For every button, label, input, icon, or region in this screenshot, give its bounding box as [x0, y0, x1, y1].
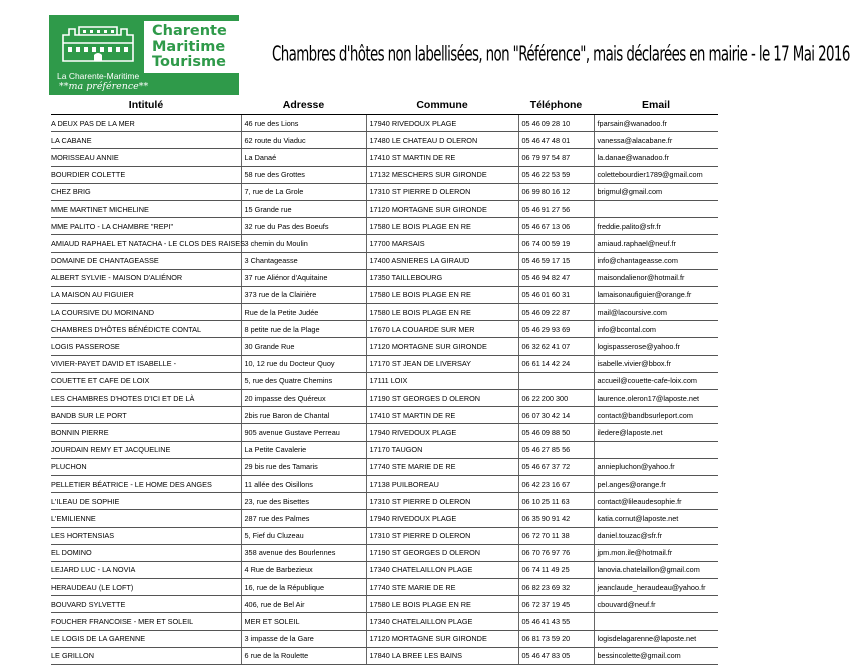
cell-address: Rue de la Petite Judée	[241, 304, 366, 321]
table-row	[51, 579, 718, 596]
cell-phone: 06 32 62 41 07	[518, 338, 594, 355]
cell-name: HERAUDEAU (LE LOFT)	[51, 579, 241, 596]
table-header-row	[51, 95, 718, 115]
cell-phone: 05 46 94 82 47	[518, 269, 594, 286]
cell-city: 17940 RIVEDOUX PLAGE	[366, 424, 518, 441]
cell-name: FOUCHER FRANCOISE - MER ET SOLEIL	[51, 613, 241, 630]
cell-phone: 05 46 09 22 87	[518, 304, 594, 321]
listing-table	[51, 95, 718, 665]
cell-name: LA MAISON AU FIGUIER	[51, 286, 241, 303]
cell-phone: 06 74 00 59 19	[518, 235, 594, 252]
table-row	[51, 355, 718, 372]
cell-name: MME PALITO - LA CHAMBRE "REPI"	[51, 218, 241, 235]
cell-email: info@bcontal.com	[594, 321, 718, 338]
table-row	[51, 493, 718, 510]
castle-icon	[59, 21, 137, 67]
cell-address: 4 Rue de Barbezieux	[241, 561, 366, 578]
logo-tagline: **ma préférence**	[59, 81, 149, 92]
brand-name	[144, 21, 239, 73]
table-row	[51, 200, 718, 217]
cell-email: daniel.touzac@sfr.fr	[594, 527, 718, 544]
cell-city: 17340 CHATELAILLON PLAGE	[366, 613, 518, 630]
cell-city: 17740 STE MARIE DE RE	[366, 579, 518, 596]
cell-address: 32 rue du Pas des Boeufs	[241, 218, 366, 235]
cell-city: 17410 ST MARTIN DE RE	[366, 407, 518, 424]
table-row	[51, 269, 718, 286]
cell-city: 17170 ST JEAN DE LIVERSAY	[366, 355, 518, 372]
cell-address: 905 avenue Gustave Perreau	[241, 424, 366, 441]
cell-city: 17700 MARSAIS	[366, 235, 518, 252]
table-row	[51, 527, 718, 544]
cell-name: L'ILEAU DE SOPHIE	[51, 493, 241, 510]
cell-email: iledere@laposte.net	[594, 424, 718, 441]
cell-city: 17120 MORTAGNE SUR GIRONDE	[366, 200, 518, 217]
cell-city: 17580 LE BOIS PLAGE EN RE	[366, 286, 518, 303]
cell-email: lamaisonaufiguier@orange.fr	[594, 286, 718, 303]
column-header: Commune	[366, 95, 518, 115]
cell-phone: 06 82 23 69 32	[518, 579, 594, 596]
cell-email	[594, 200, 718, 217]
cell-address: 373 rue de la Clairière	[241, 286, 366, 303]
cell-name: LE GRILLON	[51, 647, 241, 664]
cell-name: EL DOMINO	[51, 544, 241, 561]
cell-name: VIVIER-PAYET DAVID ET ISABELLE -	[51, 355, 241, 372]
table-row	[51, 132, 718, 149]
tourism-logo	[49, 15, 239, 95]
cell-name: CHAMBRES D'HÔTES BÉNÉDICTE CONTAL	[51, 321, 241, 338]
cell-address: 10, 12 rue du Docteur Quoy	[241, 355, 366, 372]
cell-address: 2bis rue Baron de Chantal	[241, 407, 366, 424]
table-row	[51, 115, 718, 132]
cell-city: 17190 ST GEORGES D OLERON	[366, 544, 518, 561]
cell-email: vanessa@alacabane.fr	[594, 132, 718, 149]
table-row	[51, 613, 718, 630]
cell-address: MER ET SOLEIL	[241, 613, 366, 630]
table-row	[51, 338, 718, 355]
table-row	[51, 630, 718, 647]
cell-address: 3 impasse de la Gare	[241, 630, 366, 647]
cell-email: freddie.palito@sfr.fr	[594, 218, 718, 235]
cell-city: 17132 MESCHERS SUR GIRONDE	[366, 166, 518, 183]
cell-city: 17480 LE CHATEAU D OLERON	[366, 132, 518, 149]
cell-name: CHEZ BRIG	[51, 183, 241, 200]
cell-phone: 05 46 22 53 59	[518, 166, 594, 183]
cell-email: accueil@couette-cafe-loix.com	[594, 372, 718, 389]
cell-city: 17410 ST MARTIN DE RE	[366, 149, 518, 166]
table-row	[51, 596, 718, 613]
cell-city: 17400 ASNIERES LA GIRAUD	[366, 252, 518, 269]
table-row	[51, 544, 718, 561]
cell-phone: 06 22 200 300	[518, 390, 594, 407]
cell-phone: 05 46 91 27 56	[518, 200, 594, 217]
cell-name: LES CHAMBRES D'HOTES D'ICI ET DE LÀ	[51, 390, 241, 407]
cell-phone: 06 70 76 97 76	[518, 544, 594, 561]
cell-email: amiaud.raphael@neuf.fr	[594, 235, 718, 252]
cell-address: La Petite Cavalerie	[241, 441, 366, 458]
table-row	[51, 424, 718, 441]
cell-email: pel.anges@orange.fr	[594, 475, 718, 492]
table-row	[51, 561, 718, 578]
cell-city: 17120 MORTAGNE SUR GIRONDE	[366, 338, 518, 355]
cell-name: BONNIN PIERRE	[51, 424, 241, 441]
page-title: Chambres d'hôtes non labellisées, non "Référence", mais déclarées en mairie - le 17 Mai 2016	[272, 44, 850, 67]
table-row	[51, 647, 718, 664]
cell-name: DOMAINE DE CHANTAGEASSE	[51, 252, 241, 269]
brand-line: Tourisme	[152, 54, 226, 70]
cell-address: 46 rue des Lions	[241, 115, 366, 132]
cell-name: MME MARTINET MICHELINE	[51, 200, 241, 217]
cell-email: contact@bandbsurleport.com	[594, 407, 718, 424]
cell-city: 17111 LOIX	[366, 372, 518, 389]
cell-phone: 06 72 37 19 45	[518, 596, 594, 613]
cell-phone: 05 46 59 17 15	[518, 252, 594, 269]
cell-phone: 06 74 11 49 25	[518, 561, 594, 578]
cell-city: 17170 TAUGON	[366, 441, 518, 458]
cell-email: colettebourdier1789@gmail.com	[594, 166, 718, 183]
column-header: Téléphone	[518, 95, 594, 115]
cell-phone: 05 46 67 37 72	[518, 458, 594, 475]
cell-email: laurence.oleron17@laposte.net	[594, 390, 718, 407]
cell-address: 29 bis rue des Tamaris	[241, 458, 366, 475]
cell-city: 17310 ST PIERRE D OLERON	[366, 527, 518, 544]
table-row	[51, 475, 718, 492]
cell-address: 406, rue de Bel Air	[241, 596, 366, 613]
table-row	[51, 441, 718, 458]
table-row	[51, 458, 718, 475]
cell-address: 287 rue des Palmes	[241, 510, 366, 527]
cell-city: 17580 LE BOIS PLAGE EN RE	[366, 596, 518, 613]
cell-phone: 05 46 09 28 10	[518, 115, 594, 132]
cell-name: L'EMILIENNE	[51, 510, 241, 527]
cell-name: BANDB SUR LE PORT	[51, 407, 241, 424]
cell-name: LOGIS PASSEROSE	[51, 338, 241, 355]
cell-address: 30 Grande Rue	[241, 338, 366, 355]
cell-city: 17940 RIVEDOUX PLAGE	[366, 115, 518, 132]
table-row	[51, 183, 718, 200]
cell-address: 5, rue des Quatre Chemins	[241, 372, 366, 389]
cell-city: 17310 ST PIERRE D OLERON	[366, 183, 518, 200]
cell-city: 17840 LA BREE LES BAINS	[366, 647, 518, 664]
cell-address: 11 allée des Oisillons	[241, 475, 366, 492]
cell-phone: 06 99 80 16 12	[518, 183, 594, 200]
table-row	[51, 372, 718, 389]
cell-address: 5, Fief du Cluzeau	[241, 527, 366, 544]
cell-phone: 06 42 23 16 67	[518, 475, 594, 492]
cell-phone: 06 07 30 42 14	[518, 407, 594, 424]
cell-phone: 05 46 47 48 01	[518, 132, 594, 149]
cell-email: logispasserose@yahoo.fr	[594, 338, 718, 355]
cell-email: katia.cornut@laposte.net	[594, 510, 718, 527]
table-row	[51, 218, 718, 235]
cell-phone: 06 81 73 59 20	[518, 630, 594, 647]
cell-email: brigmul@gmail.com	[594, 183, 718, 200]
cell-address: 37 rue Aliénor d'Aquitaine	[241, 269, 366, 286]
cell-name: LEJARD LUC - LA NOVIA	[51, 561, 241, 578]
cell-city: 17740 STE MARIE DE RE	[366, 458, 518, 475]
cell-email: fparsain@wanadoo.fr	[594, 115, 718, 132]
table-row	[51, 510, 718, 527]
cell-city: 17940 RIVEDOUX PLAGE	[366, 510, 518, 527]
cell-email: la.danae@wanadoo.fr	[594, 149, 718, 166]
table-row	[51, 286, 718, 303]
cell-phone: 06 72 70 11 38	[518, 527, 594, 544]
table-row	[51, 235, 718, 252]
cell-name: JOURDAIN REMY ET JACQUELINE	[51, 441, 241, 458]
cell-name: BOURDIER COLETTE	[51, 166, 241, 183]
cell-email: anniepluchon@yahoo.fr	[594, 458, 718, 475]
table-row	[51, 304, 718, 321]
cell-phone: 05 46 41 43 55	[518, 613, 594, 630]
cell-email: maisondalienor@hotmail.fr	[594, 269, 718, 286]
table-row	[51, 407, 718, 424]
column-header: Adresse	[241, 95, 366, 115]
cell-email: lanovia.chatelaillon@gmail.com	[594, 561, 718, 578]
cell-phone: 06 79 97 54 87	[518, 149, 594, 166]
cell-name: PLUCHON	[51, 458, 241, 475]
brand-line: Maritime	[152, 38, 226, 55]
table-row	[51, 321, 718, 338]
cell-name: AMIAUD RAPHAEL ET NATACHA - LE CLOS DES RAISES	[51, 235, 241, 252]
cell-name: ALBERT SYLVIE - MAISON D'ALIÉNOR	[51, 269, 241, 286]
cell-name: COUETTE ET CAFE DE LOIX	[51, 372, 241, 389]
cell-phone	[518, 372, 594, 389]
cell-email: contact@lileaudesophie.fr	[594, 493, 718, 510]
cell-phone: 05 46 67 13 06	[518, 218, 594, 235]
cell-city: 17580 LE BOIS PLAGE EN RE	[366, 218, 518, 235]
cell-name: LA COURSIVE DU MORINAND	[51, 304, 241, 321]
cell-address: 23, rue des Bisettes	[241, 493, 366, 510]
cell-phone: 06 35 90 91 42	[518, 510, 594, 527]
cell-address: 3 chemin du Moulin	[241, 235, 366, 252]
brand-line: Charente	[152, 23, 227, 39]
cell-address: 358 avenue des Bourlennes	[241, 544, 366, 561]
cell-address: 7, rue de La Grole	[241, 183, 366, 200]
cell-city: 17340 CHATELAILLON PLAGE	[366, 561, 518, 578]
cell-phone: 06 61 14 42 24	[518, 355, 594, 372]
cell-phone: 05 46 27 85 56	[518, 441, 594, 458]
table-row	[51, 149, 718, 166]
column-header: Intitulé	[51, 95, 241, 115]
cell-email: mail@lacoursive.com	[594, 304, 718, 321]
cell-name: LE LOGIS DE LA GARENNE	[51, 630, 241, 647]
cell-name: LES HORTENSIAS	[51, 527, 241, 544]
cell-city: 17670 LA COUARDE SUR MER	[366, 321, 518, 338]
cell-email: jpm.mon.ile@hotmail.fr	[594, 544, 718, 561]
cell-city: 17580 LE BOIS PLAGE EN RE	[366, 304, 518, 321]
cell-city: 17190 ST GEORGES D OLERON	[366, 390, 518, 407]
cell-address: 3 Chantageasse	[241, 252, 366, 269]
logo-region: La Charente-Maritime	[57, 71, 140, 81]
cell-name: A DEUX PAS DE LA MER	[51, 115, 241, 132]
cell-name: BOUVARD SYLVETTE	[51, 596, 241, 613]
cell-city: 17310 ST PIERRE D OLERON	[366, 493, 518, 510]
table-row	[51, 252, 718, 269]
cell-address: La Danaé	[241, 149, 366, 166]
cell-email	[594, 441, 718, 458]
cell-address: 8 petite rue de la Plage	[241, 321, 366, 338]
cell-email: isabelle.vivier@bbox.fr	[594, 355, 718, 372]
cell-phone: 05 46 09 88 50	[518, 424, 594, 441]
cell-phone: 05 46 47 83 05	[518, 647, 594, 664]
cell-name: MORISSEAU ANNIE	[51, 149, 241, 166]
cell-address: 20 impasse des Quéreux	[241, 390, 366, 407]
cell-email: jeanclaude_heraudeau@yahoo.fr	[594, 579, 718, 596]
table-row	[51, 390, 718, 407]
cell-city: 17120 MORTAGNE SUR GIRONDE	[366, 630, 518, 647]
cell-address: 15 Grande rue	[241, 200, 366, 217]
cell-phone: 05 46 29 93 69	[518, 321, 594, 338]
cell-name: LA CABANE	[51, 132, 241, 149]
cell-email: info@chantageasse.com	[594, 252, 718, 269]
cell-address: 6 rue de la Roulette	[241, 647, 366, 664]
cell-address: 62 route du Viaduc	[241, 132, 366, 149]
cell-email: logisdelagarenne@laposte.net	[594, 630, 718, 647]
column-header: Email	[594, 95, 718, 115]
cell-city: 17138 PUILBOREAU	[366, 475, 518, 492]
cell-name: PELLETIER BÉATRICE - LE HOME DES ANGES	[51, 475, 241, 492]
cell-address: 58 rue des Grottes	[241, 166, 366, 183]
cell-email: cbouvard@neuf.fr	[594, 596, 718, 613]
cell-phone: 05 46 01 60 31	[518, 286, 594, 303]
cell-phone: 06 10 25 11 63	[518, 493, 594, 510]
cell-city: 17350 TAILLEBOURG	[366, 269, 518, 286]
cell-email: bessincolette@gmail.com	[594, 647, 718, 664]
table-row	[51, 166, 718, 183]
cell-address: 16, rue de la République	[241, 579, 366, 596]
cell-email	[594, 613, 718, 630]
